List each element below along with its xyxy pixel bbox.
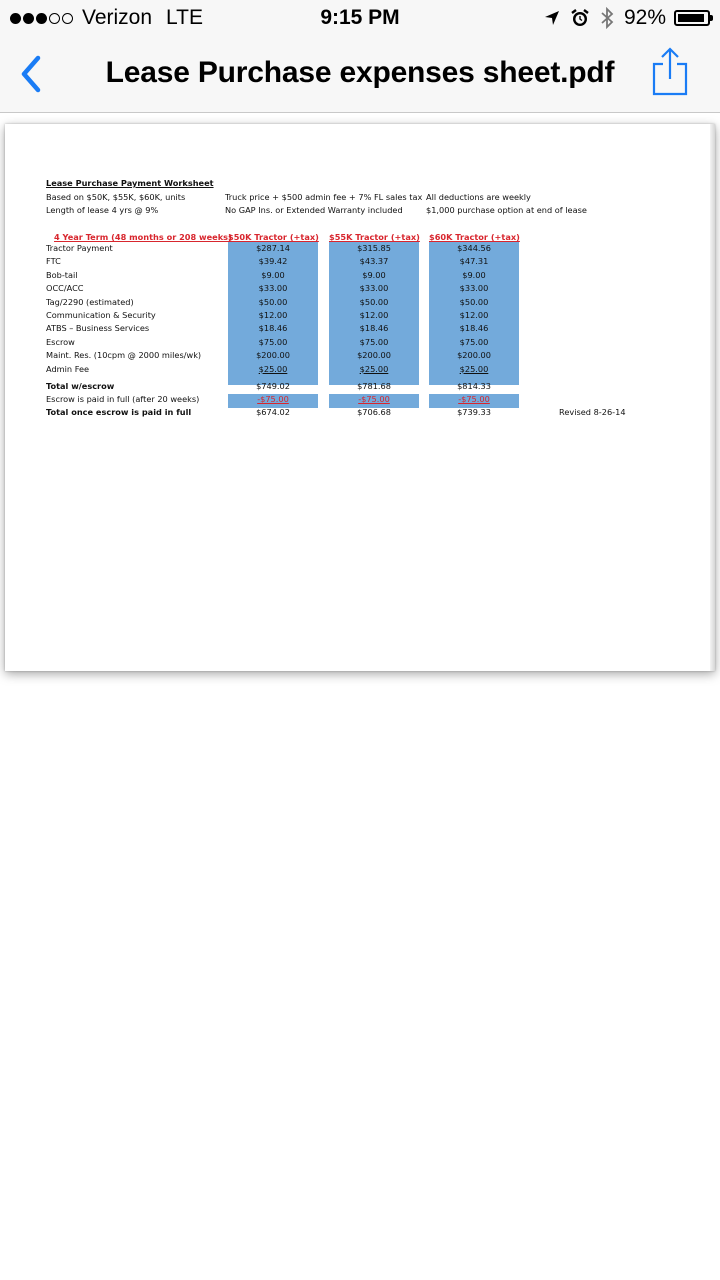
total-paid-label: Total once escrow is paid in full	[46, 407, 192, 417]
row-value: $25.00	[459, 363, 489, 374]
total-paid-value: $706.68	[357, 407, 391, 417]
row-value: $200.00	[256, 350, 290, 361]
carrier-name: Verizon	[82, 6, 153, 29]
row-label: FTC	[46, 256, 61, 267]
escrow-paid-value: -$75.00	[458, 394, 490, 404]
row-value: $25.00	[359, 363, 389, 374]
total-escrow-label: Total w/escrow	[46, 381, 115, 391]
info-left-line: Length of lease 4 yrs @ 9%	[46, 205, 159, 215]
row-value: $75.00	[258, 336, 288, 347]
total-paid-value: $674.02	[256, 407, 290, 417]
row-label: Escrow	[46, 336, 75, 347]
network-type: LTE	[166, 6, 204, 29]
navigation-bar	[0, 38, 720, 113]
pdf-page[interactable]	[5, 124, 715, 671]
revised-date: Revised 8-26-14	[559, 407, 626, 417]
share-icon	[650, 46, 690, 98]
alarm-clock-icon	[570, 8, 590, 28]
battery-tip	[710, 15, 713, 21]
total-escrow-value: $781.68	[357, 381, 391, 391]
row-value: $287.14	[256, 243, 290, 253]
total-paid-value: $739.33	[457, 407, 491, 417]
row-value: $33.00	[459, 283, 489, 294]
row-value: $9.00	[362, 269, 386, 280]
row-value: $50.00	[359, 296, 389, 307]
row-value: $43.37	[359, 256, 389, 267]
column-header: $55K Tractor (+tax)	[329, 232, 420, 242]
document-title: Lease Purchase expenses sheet.pdf	[105, 56, 615, 89]
escrow-paid-value: -$75.00	[257, 394, 289, 404]
row-label: ATBS – Business Services	[46, 323, 150, 334]
row-label: Tag/2290 (estimated)	[46, 296, 134, 307]
status-indicators	[544, 6, 710, 30]
status-time: 9:15 PM	[320, 6, 400, 29]
row-value: $12.00	[258, 310, 288, 320]
column-header: $50K Tractor (+tax)	[228, 232, 319, 242]
escrow-paid-value: -$75.00	[358, 394, 390, 404]
row-value: $50.00	[459, 296, 489, 307]
row-value: $33.00	[359, 283, 389, 294]
row-label: Bob-tail	[46, 269, 78, 280]
row-value: $25.00	[258, 363, 288, 374]
chevron-left-icon	[14, 52, 54, 96]
status-bar	[0, 0, 720, 38]
row-value: $18.46	[359, 323, 389, 334]
row-value: $344.56	[457, 243, 491, 253]
location-arrow-icon	[544, 10, 560, 26]
info-mid-line: No GAP Ins. or Extended Warranty included	[225, 205, 403, 215]
row-value: $33.00	[258, 283, 288, 294]
battery-level	[678, 14, 704, 22]
worksheet-title: Lease Purchase Payment Worksheet	[46, 178, 214, 188]
row-label: Maint. Res. (10cpm @ 2000 miles/wk)	[46, 350, 202, 361]
row-value: $75.00	[359, 336, 389, 347]
row-value: $9.00	[462, 269, 486, 280]
column-header: $60K Tractor (+tax)	[429, 232, 520, 242]
total-escrow-value: $814.33	[457, 381, 491, 391]
row-value: $39.42	[258, 256, 288, 267]
row-value: $47.31	[459, 256, 489, 267]
back-button[interactable]	[14, 52, 54, 96]
row-label: Tractor Payment	[46, 243, 113, 253]
row-value: $200.00	[457, 350, 491, 361]
bluetooth-icon	[600, 7, 614, 29]
total-escrow-value: $749.02	[256, 381, 290, 391]
share-button[interactable]	[650, 46, 690, 98]
info-mid-line: Truck price + $500 admin fee + 7% FL sales tax	[225, 192, 423, 202]
row-value: $12.00	[359, 310, 389, 320]
info-right-line: All deductions are weekly	[426, 192, 531, 202]
row-value: $12.00	[459, 310, 489, 320]
term-header: 4 Year Term (48 months or 208 weeks)	[54, 232, 232, 242]
row-value: $18.46	[459, 323, 489, 334]
info-left-line: Based on $50K, $55K, $60K, units	[46, 192, 186, 202]
row-value: $315.85	[357, 243, 391, 253]
escrow-paid-label: Escrow is paid in full (after 20 weeks)	[46, 394, 200, 404]
row-value: $200.00	[357, 350, 391, 361]
row-label: Communication & Security	[46, 310, 156, 320]
info-right-line: $1,000 purchase option at end of lease	[426, 205, 587, 215]
row-label: Admin Fee	[46, 363, 90, 374]
row-value: $75.00	[459, 336, 489, 347]
row-value: $9.00	[261, 269, 285, 280]
row-value: $50.00	[258, 296, 288, 307]
battery-icon	[674, 10, 710, 26]
battery-percentage: 92%	[623, 6, 666, 29]
row-label: OCC/ACC	[46, 283, 84, 294]
row-value: $18.46	[258, 323, 288, 334]
